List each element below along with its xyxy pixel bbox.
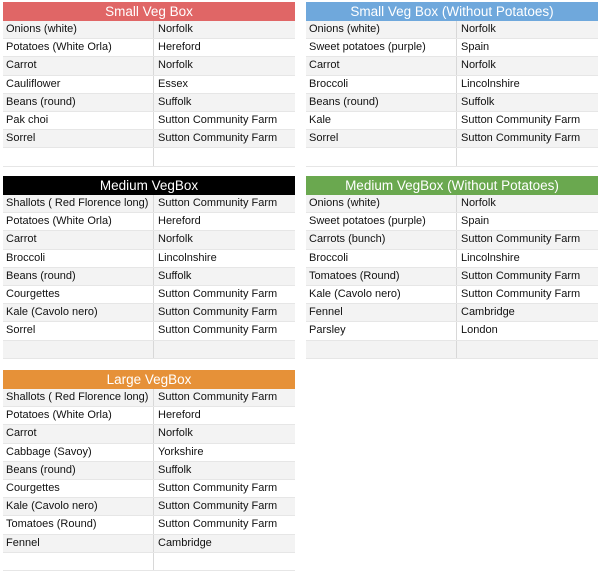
table-row bbox=[3, 425, 295, 443]
box-title: Small Veg Box (Without Potatoes) bbox=[306, 2, 598, 21]
origin-cell bbox=[154, 341, 295, 358]
table-row bbox=[306, 322, 598, 340]
table-row bbox=[3, 341, 295, 359]
vegetable-cell: Sweet potatoes (purple) bbox=[306, 213, 457, 230]
vegetable-cell: Tomatoes (Round) bbox=[306, 268, 457, 285]
vegetable-cell: Kale bbox=[306, 112, 457, 129]
table-row bbox=[3, 462, 295, 480]
vegetable-cell: Cabbage (Savoy) bbox=[3, 444, 154, 461]
origin-cell: Sutton Community Farm bbox=[461, 132, 581, 145]
origin-cell: Sutton Community Farm bbox=[461, 287, 581, 300]
origin-cell: Suffolk bbox=[461, 95, 495, 108]
origin-cell: Sutton Community Farm bbox=[158, 518, 278, 531]
origin-cell: Sutton Community Farm bbox=[158, 306, 278, 319]
vegetable-cell: Carrot bbox=[3, 57, 154, 74]
origin-cell: Norfolk bbox=[158, 59, 193, 72]
small-veg-box-without-potatoes bbox=[306, 2, 598, 167]
table-row bbox=[3, 250, 295, 268]
origin-cell bbox=[457, 341, 598, 358]
table-row bbox=[3, 286, 295, 304]
vegetable-cell: Fennel bbox=[306, 304, 457, 321]
origin-cell: Norfolk bbox=[158, 427, 193, 440]
origin-cell: Norfolk bbox=[461, 59, 496, 72]
vegetable-cell: Carrot bbox=[3, 231, 154, 248]
origin-cell: Lincolnshire bbox=[461, 251, 520, 264]
vegetable-cell: Broccoli bbox=[3, 250, 154, 267]
table-row bbox=[306, 286, 598, 304]
vegetable-cell: Parsley bbox=[306, 322, 457, 339]
vegetable-cell: Potatoes (White Orla) bbox=[3, 407, 154, 424]
vegetable-cell bbox=[306, 341, 457, 358]
origin-cell: Sutton Community Farm bbox=[461, 233, 581, 246]
table-row bbox=[306, 304, 598, 322]
origin-cell: Sutton Community Farm bbox=[158, 197, 278, 209]
origin-cell: Sutton Community Farm bbox=[158, 500, 278, 513]
vegetable-cell: Carrots (bunch) bbox=[306, 231, 457, 248]
vegetable-cell bbox=[3, 553, 154, 570]
medium-vegbox-without-potatoes bbox=[306, 176, 598, 359]
table-row bbox=[3, 231, 295, 249]
table-row bbox=[3, 553, 295, 571]
vegetable-cell: Pak choi bbox=[3, 112, 154, 129]
origin-cell: Spain bbox=[461, 215, 490, 228]
origin-cell: Hereford bbox=[158, 409, 201, 422]
table-row bbox=[306, 195, 598, 213]
medium-vegbox bbox=[3, 176, 295, 359]
table-row bbox=[306, 130, 598, 148]
table-row bbox=[306, 148, 598, 166]
vegetable-cell: Onions (white) bbox=[3, 21, 154, 38]
origin-cell: Cambridge bbox=[461, 306, 515, 319]
table-row bbox=[306, 94, 598, 112]
vegetable-cell: Broccoli bbox=[306, 250, 457, 267]
origin-cell bbox=[457, 148, 598, 165]
vegetable-cell: Fennel bbox=[3, 535, 154, 552]
vegetable-cell bbox=[3, 148, 154, 165]
table-row bbox=[306, 231, 598, 249]
vegetable-cell: Beans (round) bbox=[3, 462, 154, 479]
origin-cell: Norfolk bbox=[158, 233, 193, 246]
origin-cell: Essex bbox=[158, 77, 188, 90]
origin-cell: Cambridge bbox=[158, 536, 212, 549]
table-row bbox=[3, 112, 295, 130]
vegetable-cell: Kale (Cavolo nero) bbox=[306, 286, 457, 303]
table-row bbox=[3, 195, 295, 213]
table-row bbox=[306, 341, 598, 359]
origin-cell: Sutton Community Farm bbox=[158, 481, 278, 494]
vegetable-cell bbox=[306, 148, 457, 165]
origin-cell: Sutton Community Farm bbox=[158, 132, 278, 145]
table-row bbox=[3, 389, 295, 407]
origin-cell: Lincolnshire bbox=[158, 251, 217, 264]
table-row bbox=[3, 322, 295, 340]
origin-cell: Sutton Community Farm bbox=[158, 324, 278, 337]
table-row bbox=[3, 304, 295, 322]
table-row bbox=[306, 57, 598, 75]
box-rows bbox=[306, 195, 598, 359]
vegetable-cell: Potatoes (White Orla) bbox=[3, 39, 154, 56]
origin-cell: Hereford bbox=[158, 215, 201, 228]
box-title: Large VegBox bbox=[3, 370, 295, 389]
origin-cell bbox=[154, 148, 295, 165]
box-rows bbox=[306, 21, 598, 167]
large-vegbox bbox=[3, 370, 295, 571]
table-row bbox=[3, 130, 295, 148]
vegetable-cell: Potatoes (White Orla) bbox=[3, 213, 154, 230]
table-row bbox=[3, 213, 295, 231]
vegetable-cell: Broccoli bbox=[306, 76, 457, 93]
table-row bbox=[3, 444, 295, 462]
origin-cell bbox=[154, 553, 295, 570]
origin-cell: Sutton Community Farm bbox=[461, 269, 581, 282]
box-title: Small Veg Box bbox=[3, 2, 295, 21]
table-row bbox=[3, 148, 295, 166]
vegetable-cell: Kale (Cavolo nero) bbox=[3, 304, 154, 321]
box-rows bbox=[3, 389, 295, 571]
table-row bbox=[306, 213, 598, 231]
table-row bbox=[3, 535, 295, 553]
origin-cell: Norfolk bbox=[461, 23, 496, 35]
vegetable-cell: Beans (round) bbox=[3, 268, 154, 285]
vegetable-cell: Tomatoes (Round) bbox=[3, 516, 154, 533]
vegetable-cell bbox=[3, 341, 154, 358]
table-row bbox=[306, 250, 598, 268]
origin-cell: Suffolk bbox=[158, 95, 192, 108]
box-rows bbox=[3, 21, 295, 167]
origin-cell: Suffolk bbox=[158, 463, 192, 476]
table-row bbox=[3, 268, 295, 286]
box-rows bbox=[3, 195, 295, 359]
origin-cell: Norfolk bbox=[158, 23, 193, 35]
table-row bbox=[306, 112, 598, 130]
origin-cell: Norfolk bbox=[461, 197, 496, 209]
origin-cell: Spain bbox=[461, 41, 490, 54]
box-title: Medium VegBox (Without Potatoes) bbox=[306, 176, 598, 195]
vegetable-cell: Courgettes bbox=[3, 286, 154, 303]
origin-cell: Suffolk bbox=[158, 269, 192, 282]
vegetable-cell: Courgettes bbox=[3, 480, 154, 497]
table-row bbox=[3, 21, 295, 39]
table-row bbox=[306, 268, 598, 286]
vegetable-cell: Onions (white) bbox=[306, 21, 457, 38]
table-row bbox=[306, 76, 598, 94]
origin-cell: Sutton Community Farm bbox=[158, 391, 278, 403]
vegetable-cell: Beans (round) bbox=[3, 94, 154, 111]
table-row bbox=[306, 21, 598, 39]
vegetable-cell: Shallots ( Red Florence long) bbox=[3, 195, 154, 212]
vegetable-cell: Sorrel bbox=[3, 322, 154, 339]
origin-cell: Sutton Community Farm bbox=[461, 113, 581, 126]
vegetable-cell: Carrot bbox=[306, 57, 457, 74]
origin-cell: Yorkshire bbox=[158, 445, 204, 458]
origin-cell: London bbox=[461, 324, 498, 337]
origin-cell: Lincolnshire bbox=[461, 77, 520, 90]
table-row bbox=[3, 480, 295, 498]
vegetable-cell: Cauliflower bbox=[3, 76, 154, 93]
table-row bbox=[306, 39, 598, 57]
vegetable-cell: Kale (Cavolo nero) bbox=[3, 498, 154, 515]
vegetable-cell: Shallots ( Red Florence long) bbox=[3, 389, 154, 406]
table-row bbox=[3, 407, 295, 425]
vegetable-cell: Onions (white) bbox=[306, 195, 457, 212]
vegetable-cell: Beans (round) bbox=[306, 94, 457, 111]
table-row bbox=[3, 57, 295, 75]
table-row bbox=[3, 498, 295, 516]
vegetable-cell: Sorrel bbox=[306, 130, 457, 147]
origin-cell: Sutton Community Farm bbox=[158, 113, 278, 126]
origin-cell: Sutton Community Farm bbox=[158, 287, 278, 300]
small-veg-box bbox=[3, 2, 295, 167]
table-row bbox=[3, 76, 295, 94]
table-row bbox=[3, 39, 295, 57]
table-row bbox=[3, 94, 295, 112]
origin-cell: Hereford bbox=[158, 41, 201, 54]
vegetable-cell: Carrot bbox=[3, 425, 154, 442]
vegetable-cell: Sorrel bbox=[3, 130, 154, 147]
box-title: Medium VegBox bbox=[3, 176, 295, 195]
table-row bbox=[3, 516, 295, 534]
vegetable-cell: Sweet potatoes (purple) bbox=[306, 39, 457, 56]
